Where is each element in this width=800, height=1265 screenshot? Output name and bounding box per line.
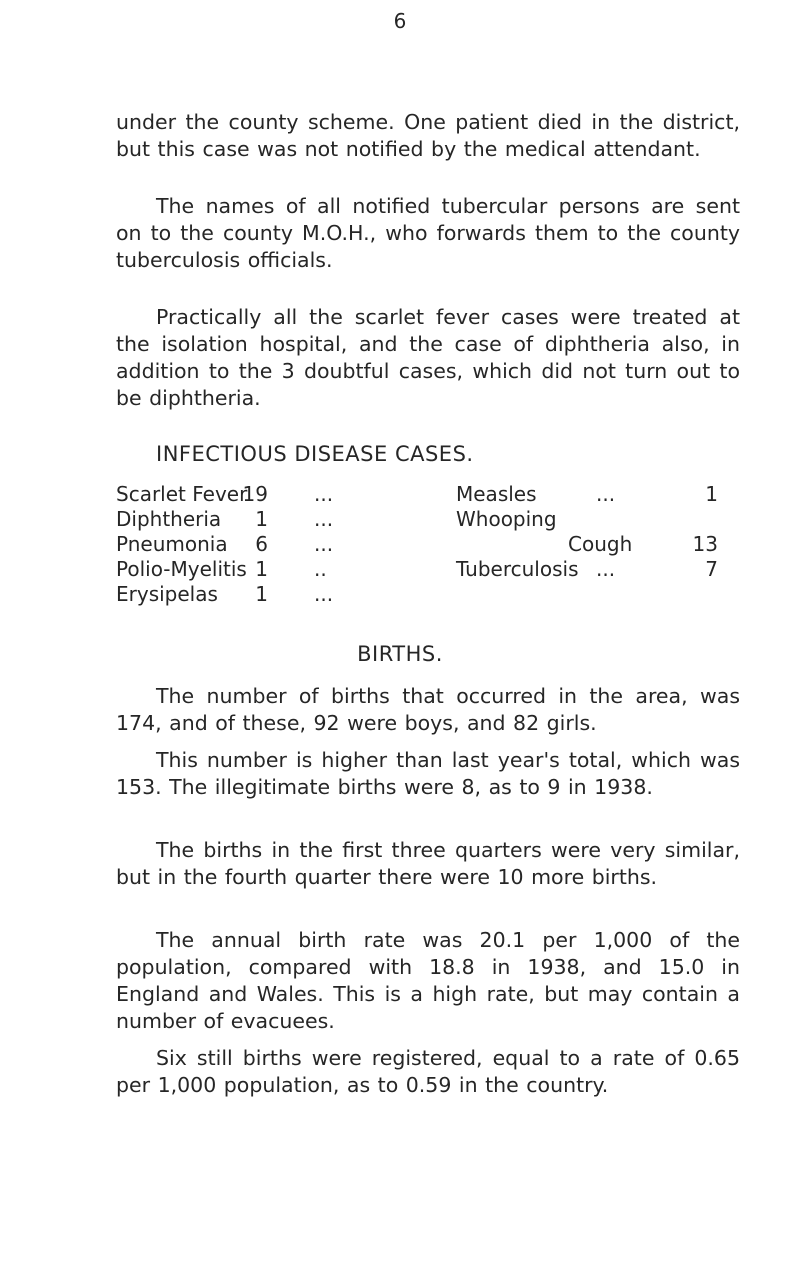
disease-name: Diphtheria	[116, 507, 222, 531]
disease-name: Measles	[456, 482, 537, 506]
disease-count: 1	[255, 557, 268, 581]
disease-row	[456, 507, 718, 532]
paragraph-births-quarters: The births in the first three quarters were very similar, but in the fourth quarter there were 10 more births.	[116, 838, 740, 889]
leader-dots: ...	[314, 507, 334, 531]
disease-count: 6	[255, 532, 268, 556]
paragraph-scarlet-fever: Practically all the scarlet fever cases were treated at the isolation hospital, and the case of diphtheria also, in addition to the 3 doubtful cases, which did not turn out to be diphtheria.	[116, 305, 740, 410]
disease-column-right	[456, 482, 718, 582]
leader-dots: ...	[314, 532, 334, 556]
disease-row	[456, 557, 718, 582]
paragraph-still-births: Six still births were registered, equal to a rate of 0.65 per 1,000 population, as to 0.59 in the country.	[116, 1046, 740, 1097]
disease-count: 19	[242, 482, 268, 506]
disease-name: Cough	[568, 532, 633, 556]
disease-count: 7	[705, 557, 718, 581]
disease-row	[116, 532, 396, 557]
paragraph-tubercular-names: The names of all notified tubercular persons are sent on to the county M.O.H., who forwards them to the county tuberculosis officials.	[116, 194, 740, 272]
disease-count: 13	[692, 532, 718, 556]
disease-row	[116, 482, 396, 507]
leader-dots: ..	[314, 557, 327, 581]
disease-name: Pneumonia	[116, 532, 228, 556]
disease-column-left	[116, 482, 396, 607]
leader-dots: ...	[314, 582, 334, 606]
disease-count: 1	[255, 507, 268, 531]
paragraph-births-higher: This number is higher than last year's total, which was 153. The illegitimate births were 8, as to 9 in 1938.	[116, 748, 740, 799]
disease-name: Erysipelas	[116, 582, 218, 606]
disease-row	[456, 532, 718, 557]
disease-row	[456, 482, 718, 507]
page-number: 6	[393, 9, 407, 33]
disease-count: 1	[705, 482, 718, 506]
paragraph-county-scheme: under the county scheme. One patient died in the district, but this case was not notified by the medical attendant.	[116, 110, 740, 161]
births-heading: BIRTHS.	[357, 642, 443, 666]
leader-dots: ...	[314, 482, 334, 506]
paragraph-birth-rate: The annual birth rate was 20.1 per 1,000 of the population, compared with 18.8 in 1938, and 15.0 in England and Wales. This is a high rate, but may contain a number of evacuees.	[116, 928, 740, 1033]
leader-dots: ...	[596, 482, 616, 506]
disease-row	[116, 507, 396, 532]
disease-row	[116, 582, 396, 607]
infectious-disease-heading: INFECTIOUS DISEASE CASES.	[156, 442, 474, 466]
disease-count: 1	[255, 582, 268, 606]
disease-name: Polio-Myelitis	[116, 557, 247, 581]
disease-row	[116, 557, 396, 582]
paragraph-births-number: The number of births that occurred in the area, was 174, and of these, 92 were boys, and 82 girls.	[116, 684, 740, 735]
disease-name: Whooping	[456, 507, 557, 531]
disease-name: Scarlet Fever	[116, 482, 248, 506]
disease-name: Tuberculosis	[456, 557, 579, 581]
leader-dots: ...	[596, 557, 616, 581]
